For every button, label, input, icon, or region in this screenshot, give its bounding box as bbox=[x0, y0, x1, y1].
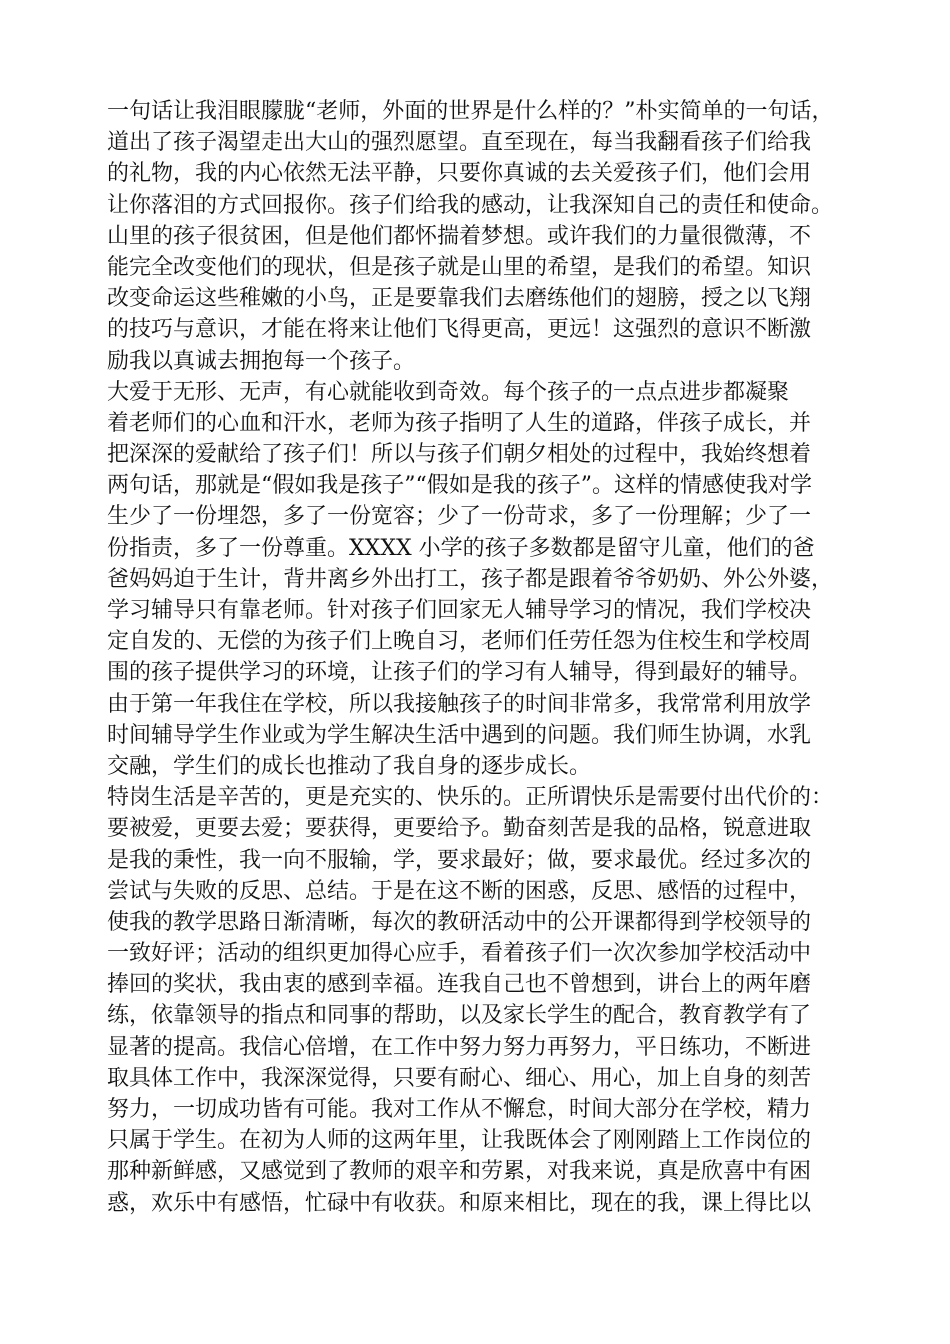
text-line: 只属于学生。在初为人师的这两年里，让我既体会了刚刚踏上工作岗位的 bbox=[107, 1128, 812, 1154]
text-line: 爸妈妈迫于生计，背井离乡外出打工，孩子都是跟着爷爷奶奶、外公外婆， bbox=[107, 566, 834, 592]
text-line: 道出了孩子渴望走出大山的强烈愿望。直至现在，每当我翻看孩子们给我 bbox=[107, 130, 812, 156]
text-line: 励我以真诚去拥抱每一个孩子。 bbox=[107, 348, 416, 374]
text-line: 一致好评；活动的组织更加得心应手，看着孩子们一次次参加学校活动中 bbox=[107, 941, 812, 967]
text-line: 那种新鲜感，又感觉到了教师的艰辛和劳累，对我来说，真是欣喜中有困 bbox=[107, 1159, 812, 1185]
text-line: 显著的提高。我信心倍增，在工作中努力努力再努力，平日练功，不断进 bbox=[107, 1034, 812, 1060]
text-line: 学习辅导只有靠老师。针对孩子们回家无人辅导学习的情况，我们学校决 bbox=[107, 598, 812, 623]
text-line: 改变命运这些稚嫩的小鸟，正是要靠我们去磨练他们的翅膀，授之以飞翔 bbox=[107, 286, 812, 312]
text-line: 要被爱，更要去爱；要获得，更要给予。勤奋刻苦是我的品格，锐意进取 bbox=[107, 816, 812, 842]
text-line: 能完全改变他们的现状，但是孩子就是山里的希望，是我们的希望。知识 bbox=[107, 254, 812, 280]
text-line: 捧回的奖状，我由衷的感到幸福。连我自己也不曾想到，讲台上的两年磨 bbox=[107, 972, 812, 998]
text-line: 取具体工作中，我深深觉得，只要有耐心、细心、用心，加上自身的刻苦 bbox=[107, 1065, 812, 1091]
text-line: 惑，欢乐中有感悟，忙碌中有收获。和原来相比，现在的我，课上得比以 bbox=[107, 1190, 812, 1216]
text-line: 着老师们的心血和汗水，老师为孩子指明了人生的道路，伴孩子成长，并 bbox=[107, 410, 812, 436]
text-line: 交融，学生们的成长也推动了我自身的逐步成长。 bbox=[107, 753, 592, 779]
text-line: 把深深的爱献给了孩子们！所以与孩子们朝夕相处的过程中，我始终想着 bbox=[107, 442, 812, 468]
text-line: 份指责，多了一份尊重。XXXX 小学的孩子多数都是留守儿童，他们的爸 bbox=[107, 535, 815, 561]
text-line: 大爱于无形、无声，有心就能收到奇效。每个孩子的一点点进步都凝聚 bbox=[107, 379, 790, 405]
text-line: 时间辅导学生作业或为学生解决生活中遇到的问题。我们师生协调，水乳 bbox=[107, 722, 812, 748]
text-line: 定自发的、无偿的为孩子们上晚自习，老师们任劳任怨为住校生和学校周 bbox=[107, 629, 812, 655]
text-line: 尝试与失败的反思、总结。于是在这不断的困惑，反思、感悟的过程中， bbox=[107, 878, 812, 904]
text-line: 由于第一年我住在学校，所以我接触孩子的时间非常多，我常常利用放学 bbox=[107, 691, 812, 717]
text-line: 两句话，那就是“假如我是孩子”“假如是我的孩子”。这样的情感使我对学 bbox=[107, 473, 812, 499]
body-text bbox=[107, 96, 867, 1219]
text-line: 让你落泪的方式回报你。孩子们给我的感动，让我深知自己的责任和使命。 bbox=[107, 192, 834, 218]
text-line: 山里的孩子很贫困，但是他们都怀揣着梦想。或许我们的力量很微薄，不 bbox=[107, 223, 812, 249]
text-line: 努力，一切成功皆有可能。我对工作从不懈怠，时间大部分在学校，精力 bbox=[107, 1097, 812, 1122]
text-line: 围的孩子提供学习的环境，让孩子们的学习有人辅导，得到最好的辅导。 bbox=[107, 660, 812, 686]
text-line: 一句话让我泪眼朦胧“老师，外面的世界是什么样的？”朴实简单的一句话， bbox=[107, 99, 834, 124]
text-line: 的礼物，我的内心依然无法平静，只要你真诚的去关爱孩子们，他们会用 bbox=[107, 161, 812, 187]
text-line: 生少了一份埋怨，多了一份宽容；少了一份苛求，多了一份理解；少了一 bbox=[107, 504, 812, 530]
text-line: 是我的秉性，我一向不服输，学，要求最好；做，要求最优。经过多次的 bbox=[107, 847, 812, 873]
text-line: 练，依靠领导的指点和同事的帮助，以及家长学生的配合，教育教学有了 bbox=[107, 1003, 812, 1029]
text-line: 的技巧与意识，才能在将来让他们飞得更高，更远！这强烈的意识不断激 bbox=[107, 317, 812, 343]
text-line: 特岗生活是辛苦的，更是充实的、快乐的。正所谓快乐是需要付出代价的： bbox=[107, 785, 834, 811]
text-line: 使我的教学思路日渐清晰，每次的教研活动中的公开课都得到学校领导的 bbox=[107, 909, 812, 935]
